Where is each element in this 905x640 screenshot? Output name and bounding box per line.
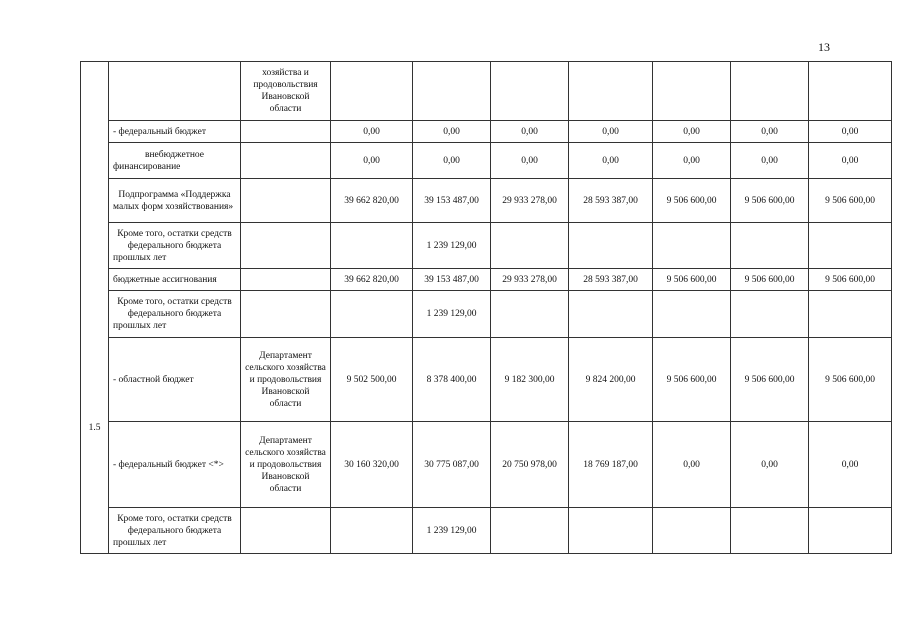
value-cell: 0,00 — [653, 422, 731, 508]
name-cell: Кроме того, остатки средств федерального бюджета прошлых лет — [109, 291, 241, 338]
value-cell: 9 506 600,00 — [731, 179, 809, 223]
name-cell: бюджетные ассигнования — [109, 269, 241, 291]
row-number: 1.5 — [88, 422, 101, 433]
value-cell — [653, 291, 731, 338]
value-cell: 1 239 129,00 — [413, 223, 491, 269]
value-cell: 9 506 600,00 — [653, 179, 731, 223]
executor-cell: Департамент сельского хозяйства и продовольствия Ивановской области — [241, 338, 331, 422]
value-cell — [809, 291, 892, 338]
value-cell: 39 153 487,00 — [413, 179, 491, 223]
value-cell: 9 182 300,00 — [491, 338, 569, 422]
value-cell: 0,00 — [413, 143, 491, 179]
table-row — [81, 338, 892, 422]
value-cell — [731, 223, 809, 269]
value-cell: 0,00 — [413, 121, 491, 143]
value-cell: 0,00 — [491, 121, 569, 143]
value-cell — [331, 223, 413, 269]
value-cell: 8 378 400,00 — [413, 338, 491, 422]
value-cell: 9 506 600,00 — [653, 269, 731, 291]
value-cell: 0,00 — [731, 121, 809, 143]
name-cell — [109, 62, 241, 121]
value-cell — [491, 223, 569, 269]
value-cell — [731, 508, 809, 554]
value-cell: 20 750 978,00 — [491, 422, 569, 508]
name-cell: Подпрограмма «Поддержка малых форм хозяйствования» — [109, 179, 241, 223]
value-cell: 0,00 — [731, 143, 809, 179]
name-cell: внебюджетное финансирование — [109, 143, 241, 179]
value-cell — [569, 62, 653, 121]
value-cell — [569, 508, 653, 554]
executor-cell — [241, 291, 331, 338]
executor-cell — [241, 179, 331, 223]
value-cell: 9 502 500,00 — [331, 338, 413, 422]
value-cell: 9 506 600,00 — [809, 269, 892, 291]
value-cell: 0,00 — [809, 121, 892, 143]
table-row — [81, 291, 892, 338]
value-cell — [491, 291, 569, 338]
value-cell: 9 824 200,00 — [569, 338, 653, 422]
value-cell: 9 506 600,00 — [653, 338, 731, 422]
value-cell: 0,00 — [569, 121, 653, 143]
value-cell: 0,00 — [653, 121, 731, 143]
value-cell: 9 506 600,00 — [809, 338, 892, 422]
value-cell — [331, 291, 413, 338]
name-cell: Кроме того, остатки средств федерального бюджета прошлых лет — [109, 223, 241, 269]
table-row — [81, 121, 892, 143]
table-row — [81, 508, 892, 554]
value-cell — [731, 62, 809, 121]
table-row — [81, 223, 892, 269]
executor-cell: хозяйства и продовольствия Ивановской области — [241, 62, 331, 121]
page-number: 13 — [818, 40, 830, 54]
executor-cell — [241, 143, 331, 179]
value-cell: 39 153 487,00 — [413, 269, 491, 291]
executor-cell: Департамент сельского хозяйства и продовольствия Ивановской области — [241, 422, 331, 508]
value-cell: 0,00 — [569, 143, 653, 179]
name-cell: - областной бюджет — [109, 338, 241, 422]
executor-cell — [241, 269, 331, 291]
value-cell: 29 933 278,00 — [491, 179, 569, 223]
value-cell — [331, 62, 413, 121]
value-cell — [413, 62, 491, 121]
executor-cell — [241, 121, 331, 143]
value-cell — [569, 291, 653, 338]
value-cell: 0,00 — [331, 121, 413, 143]
value-cell: 0,00 — [491, 143, 569, 179]
value-cell: 30 160 320,00 — [331, 422, 413, 508]
value-cell: 0,00 — [731, 422, 809, 508]
value-cell: 28 593 387,00 — [569, 269, 653, 291]
value-cell: 9 506 600,00 — [731, 338, 809, 422]
executor-cell — [241, 223, 331, 269]
value-cell: 18 769 187,00 — [569, 422, 653, 508]
table-row — [81, 269, 892, 291]
value-cell — [569, 223, 653, 269]
value-cell — [653, 62, 731, 121]
value-cell: 0,00 — [809, 422, 892, 508]
value-cell: 28 593 387,00 — [569, 179, 653, 223]
row-number-cell — [81, 62, 109, 554]
value-cell — [731, 291, 809, 338]
value-cell: 0,00 — [809, 143, 892, 179]
value-cell: 30 775 087,00 — [413, 422, 491, 508]
value-cell: 0,00 — [653, 143, 731, 179]
value-cell — [653, 223, 731, 269]
value-cell — [331, 508, 413, 554]
value-cell: 0,00 — [331, 143, 413, 179]
value-cell — [809, 223, 892, 269]
value-cell: 39 662 820,00 — [331, 269, 413, 291]
table-row — [81, 62, 892, 121]
value-cell: 1 239 129,00 — [413, 291, 491, 338]
value-cell: 9 506 600,00 — [731, 269, 809, 291]
value-cell — [809, 508, 892, 554]
value-cell: 29 933 278,00 — [491, 269, 569, 291]
executor-cell — [241, 508, 331, 554]
value-cell — [491, 508, 569, 554]
name-cell: - федеральный бюджет — [109, 121, 241, 143]
table-row — [81, 143, 892, 179]
value-cell: 1 239 129,00 — [413, 508, 491, 554]
value-cell — [653, 508, 731, 554]
value-cell: 39 662 820,00 — [331, 179, 413, 223]
name-cell: Кроме того, остатки средств федерального бюджета прошлых лет — [109, 508, 241, 554]
name-cell: - федеральный бюджет <*> — [109, 422, 241, 508]
table-row — [81, 422, 892, 508]
value-cell — [809, 62, 892, 121]
value-cell: 9 506 600,00 — [809, 179, 892, 223]
value-cell — [491, 62, 569, 121]
table-row — [81, 179, 892, 223]
budget-table — [80, 61, 892, 554]
